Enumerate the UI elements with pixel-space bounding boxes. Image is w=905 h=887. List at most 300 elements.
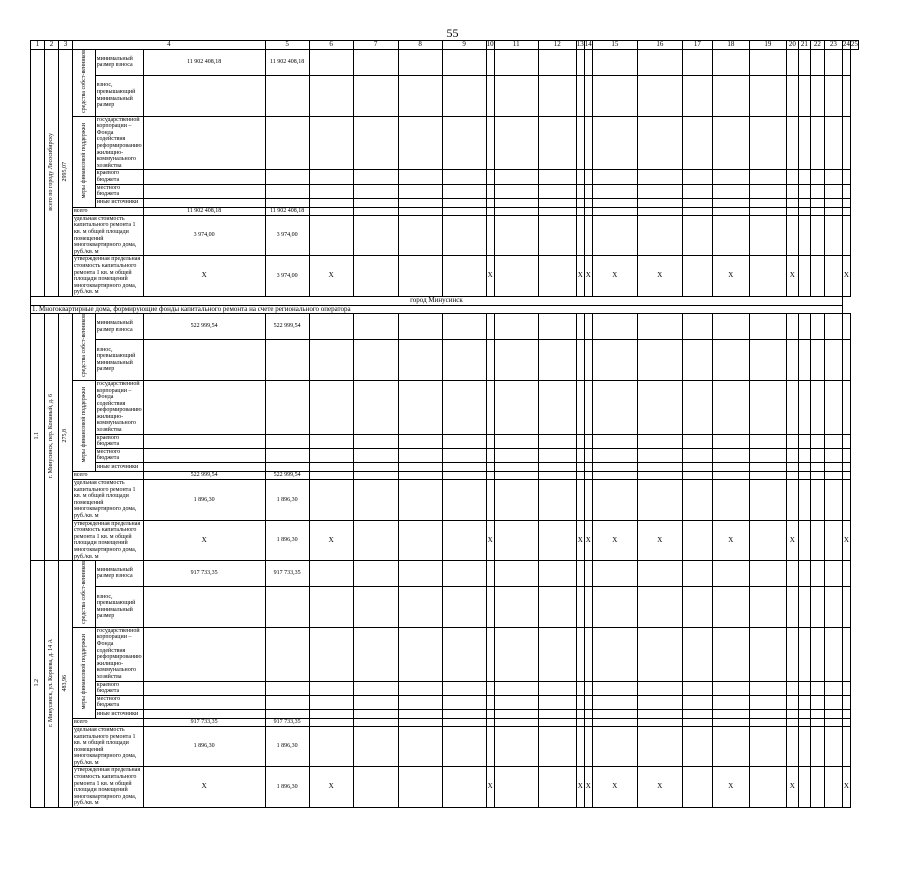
empty-cell [398,116,442,170]
empty-cell [749,434,786,448]
empty-cell [494,586,538,627]
empty-cell [309,50,353,76]
value-cell: 1 896,30 [143,726,265,767]
x-mark: X [576,256,584,297]
empty-cell [712,314,749,340]
row-label: утвержденная предельная стоимость капитального ремонта 1 кв. м общей площади помещений многоквартирного дома, руб./кв. м [73,256,144,297]
row-label: минимальный размер взноса [95,314,143,340]
table-row [31,695,859,709]
empty-cell [494,695,538,709]
table-row [31,184,859,198]
empty-cell [810,116,824,170]
empty-cell [637,586,682,627]
empty-cell [584,314,592,340]
empty-cell [637,170,682,184]
empty-cell [398,586,442,627]
empty-cell [353,681,398,695]
empty-cell [265,709,309,718]
empty-cell [798,116,810,170]
empty-cell [749,681,786,695]
empty-cell [576,75,584,116]
empty-cell [824,709,842,718]
empty-cell [810,75,824,116]
vertical-label: 1.1 [34,432,41,440]
empty-cell [353,718,398,726]
empty-cell [798,256,810,297]
empty-cell [353,215,398,256]
x-mark: X [637,520,682,561]
empty-cell [398,50,442,76]
empty-cell [592,480,637,521]
empty-cell [749,314,786,340]
empty-cell [749,726,786,767]
empty-cell [592,718,637,726]
empty-cell [576,472,584,480]
empty-cell [682,472,712,480]
empty-cell [353,561,398,587]
empty-cell [824,198,842,207]
value-cell: 3 974,00 [265,256,309,297]
empty-cell [824,561,842,587]
empty-cell [592,75,637,116]
value-cell: 11 902 408,18 [265,50,309,76]
empty-cell [538,215,576,256]
empty-cell [494,50,538,76]
empty-cell [442,314,486,340]
address-cell [45,314,59,561]
empty-cell [592,463,637,472]
empty-cell [538,256,576,297]
empty-cell [749,480,786,521]
empty-cell [353,380,398,434]
column-header: 10 [486,40,494,49]
column-header: 20 [786,41,798,50]
empty-cell [584,184,592,198]
area-cell [59,314,73,561]
empty-cell [798,380,810,434]
x-mark: X [842,520,850,561]
empty-cell [353,434,398,448]
empty-cell [538,116,576,170]
vertical-label: средства собст-венников [80,50,87,114]
empty-cell [749,561,786,587]
empty-cell [584,695,592,709]
empty-cell [842,314,850,340]
empty-cell [398,681,442,695]
empty-cell [798,480,810,521]
empty-cell [592,339,637,380]
empty-cell [584,586,592,627]
empty-cell [143,198,265,207]
empty-cell [442,198,486,207]
empty-cell [749,586,786,627]
empty-cell [824,480,842,521]
empty-cell [576,448,584,462]
empty-cell [353,695,398,709]
empty-cell [749,695,786,709]
empty-cell [486,184,494,198]
empty-cell [637,50,682,76]
empty-cell [538,561,576,587]
empty-cell [824,718,842,726]
x-mark: X [584,256,592,297]
empty-cell [842,726,850,767]
empty-cell [576,695,584,709]
empty-cell [576,184,584,198]
row-number [31,561,45,808]
empty-cell [538,681,576,695]
empty-cell [576,314,584,340]
empty-cell [584,709,592,718]
empty-cell [398,472,442,480]
table-row [31,448,859,462]
column-header: 13 [576,40,584,49]
empty-cell [592,50,637,76]
empty-cell [576,339,584,380]
empty-cell [576,207,584,215]
empty-cell [712,380,749,434]
empty-cell [798,561,810,587]
x-mark: X [486,520,494,561]
empty-cell [265,681,309,695]
vertical-label: всего по городу Лесосибирску [48,132,55,211]
empty-cell [637,314,682,340]
table-row [31,627,859,681]
row-label: государственной корпорации – Фонда содействия реформированию жилищно-коммунального хозяйства [96,627,142,680]
empty-cell [442,709,486,718]
empty-cell [824,170,842,184]
empty-cell [637,561,682,587]
empty-cell [842,75,850,116]
empty-cell [842,586,850,627]
own-funds-group [73,314,96,381]
empty-cell [576,480,584,521]
empty-cell [637,184,682,198]
empty-cell [494,627,538,681]
empty-cell [712,627,749,681]
empty-cell [584,627,592,681]
empty-cell [398,480,442,521]
empty-cell [798,198,810,207]
empty-cell [584,207,592,215]
empty-cell [494,434,538,448]
empty-cell [398,207,442,215]
empty-cell [749,207,786,215]
empty-cell [584,561,592,587]
empty-cell [682,681,712,695]
row-label: удельная стоимость капитального ремонта 1 кв. м общей площади помещений многоквартирного дома, руб./кв. м [73,726,144,767]
empty-cell [810,709,824,718]
area-cell [59,561,73,808]
empty-cell [576,170,584,184]
empty-cell [798,718,810,726]
empty-cell [494,215,538,256]
empty-cell [143,380,265,434]
row-label: удельная стоимость капитального ремонта 1 кв. м общей площади помещений многоквартирного дома, руб./кв. м [73,215,144,256]
row-label: краевого бюджета [95,681,143,695]
table-row [31,561,859,587]
empty-cell [494,561,538,587]
vertical-label: г. Минусинск, ул. Корнева, д. 14 А [48,638,55,727]
row-label: местного бюджета [95,695,143,709]
value-cell: 3 974,00 [265,215,309,256]
empty-cell [842,339,850,380]
empty-cell [584,434,592,448]
value-cell: 917 733,35 [143,718,265,726]
row-label: всего [73,207,144,215]
empty-cell [824,207,842,215]
row-label: минимальный размер взноса [95,561,143,587]
empty-cell [842,50,850,76]
empty-cell [309,198,353,207]
empty-cell [398,695,442,709]
value-cell: X [143,767,265,808]
empty-cell [494,520,538,561]
column-header: 5 [265,41,309,50]
column-header: 2 [45,41,59,50]
empty-cell [682,207,712,215]
empty-cell [682,767,712,808]
empty-cell [682,50,712,76]
x-mark: X [584,520,592,561]
empty-cell [842,198,850,207]
empty-cell [786,380,798,434]
empty-cell [712,561,749,587]
empty-cell [494,681,538,695]
table-row [31,256,859,297]
x-mark: X [842,767,850,808]
empty-cell [824,256,842,297]
empty-cell [786,586,798,627]
empty-cell [824,472,842,480]
empty-cell [682,339,712,380]
empty-cell [810,339,824,380]
empty-cell [442,627,486,681]
empty-cell [576,726,584,767]
empty-cell [842,207,850,215]
empty-cell [786,434,798,448]
empty-cell [576,681,584,695]
empty-cell [798,339,810,380]
empty-cell [353,463,398,472]
empty-cell [824,75,842,116]
empty-cell [798,215,810,256]
empty-cell [749,184,786,198]
row-number [31,314,45,561]
empty-cell [143,448,265,462]
empty-cell [353,256,398,297]
empty-cell [749,380,786,434]
empty-cell [842,184,850,198]
row-label: иные источники [95,198,143,207]
empty-cell [494,339,538,380]
table-row [31,339,859,380]
empty-cell [398,627,442,681]
empty-cell [824,695,842,709]
empty-cell [442,380,486,434]
empty-cell [682,314,712,340]
column-header: 21 [798,41,810,50]
row-label: удельная стоимость капитального ремонта 1 кв. м общей площади помещений многоквартирного дома, руб./кв. м [73,480,144,521]
empty-cell [682,695,712,709]
empty-cell [442,718,486,726]
empty-cell [798,695,810,709]
column-header: 4 [73,41,266,50]
empty-cell [637,116,682,170]
x-mark: X [786,767,798,808]
empty-cell [398,767,442,808]
empty-cell [786,170,798,184]
empty-cell [749,256,786,297]
empty-cell [486,681,494,695]
row-label: утвержденная предельная стоимость капитального ремонта 1 кв. м общей площади помещений многоквартирного дома, руб./кв. м [73,767,144,808]
column-header: 23 [824,41,842,50]
empty-cell [842,215,850,256]
empty-cell [712,215,749,256]
x-mark: X [576,520,584,561]
empty-cell [592,627,637,681]
column-header: 16 [637,41,682,50]
empty-cell [798,463,810,472]
empty-cell [309,116,353,170]
empty-cell [309,215,353,256]
capital-repair-table [30,40,859,808]
empty-cell [486,718,494,726]
column-header: 18 [712,41,749,50]
empty-cell [486,472,494,480]
empty-cell [824,215,842,256]
empty-cell [810,718,824,726]
value-cell: 1 896,30 [143,480,265,521]
empty-cell [538,448,576,462]
page-number: 55 [446,26,459,40]
empty-cell [786,695,798,709]
value-cell: 1 896,30 [265,520,309,561]
table-row [31,681,859,695]
empty-cell [584,198,592,207]
city-title: город Минусинск [31,296,843,305]
empty-cell [309,314,353,340]
empty-cell [786,472,798,480]
empty-cell [798,50,810,76]
empty-cell [810,448,824,462]
empty-cell [712,50,749,76]
empty-cell [442,695,486,709]
empty-cell [786,184,798,198]
empty-cell [810,207,824,215]
support-group [73,380,96,471]
row-label: всего [73,472,144,480]
empty-cell [749,718,786,726]
empty-cell [842,434,850,448]
empty-cell [712,75,749,116]
empty-cell [486,695,494,709]
empty-cell [143,709,265,718]
empty-cell [442,75,486,116]
empty-cell [786,198,798,207]
empty-cell [786,116,798,170]
empty-cell [538,184,576,198]
empty-cell [576,709,584,718]
empty-cell [486,586,494,627]
empty-cell [309,75,353,116]
vertical-label: меры финансовой поддержки [80,386,87,463]
empty-cell [576,116,584,170]
table-row [31,718,859,726]
x-mark: X [309,520,353,561]
empty-cell [398,198,442,207]
empty-cell [494,767,538,808]
empty-cell [592,586,637,627]
empty-cell [682,434,712,448]
value-cell: 1 896,30 [265,726,309,767]
empty-cell [576,586,584,627]
empty-cell [309,448,353,462]
empty-cell [637,215,682,256]
empty-cell [749,75,786,116]
empty-cell [353,520,398,561]
empty-cell [494,480,538,521]
empty-cell [584,75,592,116]
empty-cell [712,726,749,767]
empty-cell [143,586,265,627]
table-row [31,75,859,116]
x-mark: X [309,256,353,297]
empty-cell [682,116,712,170]
empty-cell [143,170,265,184]
empty-cell [143,184,265,198]
empty-cell [584,463,592,472]
empty-cell [353,339,398,380]
empty-cell [786,448,798,462]
empty-cell [538,627,576,681]
empty-cell [842,681,850,695]
vertical-label: 2995,07 [62,161,69,182]
empty-cell [592,184,637,198]
column-header: 1 [31,41,45,50]
empty-cell [824,681,842,695]
empty-cell [486,448,494,462]
empty-cell [749,448,786,462]
column-header: 8 [398,41,442,50]
table-row [31,198,859,207]
empty-cell [842,472,850,480]
empty-cell [798,726,810,767]
empty-cell [398,726,442,767]
empty-cell [265,695,309,709]
address-cell [45,561,59,808]
empty-cell [798,434,810,448]
x-mark: X [637,256,682,297]
x-mark: X [576,767,584,808]
empty-cell [309,726,353,767]
value-cell: 522 999,54 [265,472,309,480]
empty-cell [637,198,682,207]
empty-cell [786,561,798,587]
empty-cell [786,50,798,76]
column-header-row [31,41,859,50]
empty-cell [309,339,353,380]
empty-cell [494,75,538,116]
empty-cell [353,472,398,480]
empty-cell [538,434,576,448]
x-mark: X [592,256,637,297]
empty-cell [786,339,798,380]
empty-cell [486,170,494,184]
empty-cell [749,709,786,718]
empty-cell [749,627,786,681]
table-row [31,480,859,521]
